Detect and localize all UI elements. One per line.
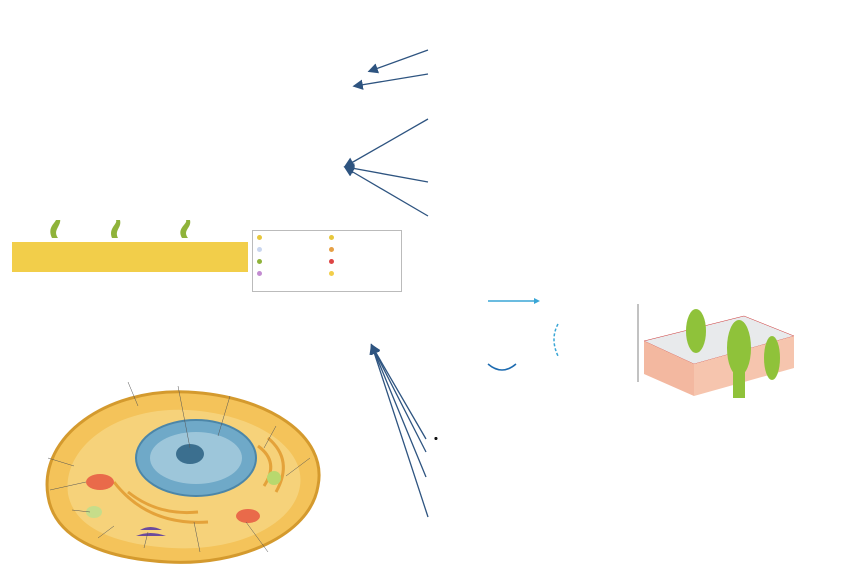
arrow-asimetrica xyxy=(346,168,428,216)
legend-item xyxy=(329,271,401,283)
lipid-legend xyxy=(252,230,402,292)
eukaryotic-cell-illustration xyxy=(18,366,356,584)
legend-item xyxy=(329,259,401,271)
arrow-asociadas xyxy=(372,346,426,477)
legend-item xyxy=(329,235,401,247)
legend-item xyxy=(257,235,325,247)
membrane-bilayer-illustration xyxy=(12,220,248,292)
bilayer-3d-illustration xyxy=(634,286,844,426)
legend-item xyxy=(257,271,325,283)
legend-item xyxy=(257,247,325,259)
arrow-glucocalix xyxy=(372,346,428,517)
arrow-transmembrana xyxy=(372,346,426,439)
arrow-ancladas xyxy=(372,346,426,452)
legend-item xyxy=(257,259,325,271)
arrow-citosol xyxy=(355,74,428,86)
arrow-organulos xyxy=(370,50,428,71)
lipid-movement-diagram xyxy=(428,284,628,396)
arrow-anfilitica xyxy=(346,119,428,166)
legend-item xyxy=(329,247,401,259)
